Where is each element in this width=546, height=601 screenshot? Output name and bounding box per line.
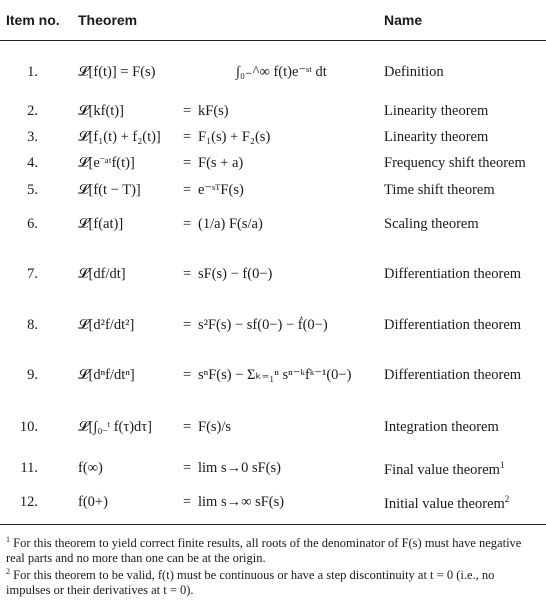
row-name-text: Initial value theorem	[384, 495, 505, 512]
row-number: 1.	[27, 64, 38, 80]
row-name: Scaling theorem	[384, 216, 479, 232]
row-number: 7.	[27, 266, 38, 282]
table-header	[0, 12, 546, 32]
row-lhs: 𝓛[∫₀₋ᵗ f(τ)dτ]	[78, 419, 152, 435]
row-lhs: 𝓛[f₁(t) + f₂(t)]	[78, 129, 161, 145]
row-lhs: 𝓛[kf(t)]	[78, 103, 124, 119]
footnote-ref: 1	[499, 460, 505, 470]
row-number: 2.	[27, 103, 38, 119]
row-name: Time shift theorem	[384, 182, 495, 198]
row-lhs: 𝓛[f(t)] = F(s)	[78, 64, 156, 80]
row-lhs: 𝓛[e⁻ᵃᵗf(t)]	[78, 155, 135, 171]
row-lhs: f(∞)	[78, 460, 103, 476]
row-equals: =	[183, 129, 192, 145]
row-name-text: Final value theorem	[384, 461, 500, 478]
row-rhs: F₁(s) + F₂(s)	[198, 129, 271, 145]
row-name: Differentiation theorem	[384, 317, 522, 333]
row-rhs: lim s→∞ sF(s)	[198, 494, 285, 510]
row-name: Linearity theorem	[384, 103, 489, 119]
row-lhs: 𝓛[df/dt]	[78, 266, 126, 282]
header-theorem: Theorem	[78, 12, 138, 28]
row-rhs: (1/a) F(s/a)	[198, 216, 263, 232]
row-equals: =	[183, 419, 192, 435]
header-name: Name	[384, 12, 423, 28]
row-number: 4.	[27, 155, 38, 171]
row-lhs: 𝓛[f(at)]	[78, 216, 124, 232]
row-name: Differentiation theorem	[384, 367, 522, 383]
footnote-2	[6, 564, 540, 598]
footnote-ref: 2	[504, 494, 510, 504]
footer-rule	[0, 524, 546, 525]
row-lhs: 𝓛[d²f/dt²]	[78, 317, 135, 333]
row-name	[384, 460, 504, 479]
row-lhs: 𝓛[f(t − T)]	[78, 182, 141, 198]
row-equals: =	[183, 266, 192, 282]
row-number: 11.	[20, 460, 38, 476]
row-rhs: lim s→0 sF(s)	[198, 460, 281, 476]
row-rhs: kF(s)	[198, 103, 229, 119]
row-name: Integration theorem	[384, 419, 499, 435]
row-equals: =	[183, 494, 192, 510]
row-name: Differentiation theorem	[384, 266, 522, 282]
row-number: 6.	[27, 216, 38, 232]
row-rhs: sⁿF(s) − Σₖ₌₁ⁿ sⁿ⁻ᵏfᵏ⁻¹(0−)	[198, 367, 352, 383]
row-number: 5.	[27, 182, 38, 198]
footnote-text: For this theorem to be valid, f(t) must be continuous or have a step discontinuity at t = 0 (i.e., no impulses or their derivatives at t = 0).	[6, 568, 495, 598]
row-equals: =	[183, 460, 192, 476]
row-equals: =	[183, 367, 192, 383]
footnote-mark: 2	[6, 567, 10, 576]
row-rhs: F(s)/s	[198, 419, 232, 435]
row-name: Frequency shift theorem	[384, 155, 526, 171]
row-rhs: F(s + a)	[198, 155, 244, 171]
row-lhs: 𝓛[dⁿf/dtⁿ]	[78, 367, 135, 383]
row-lhs: f(0+)	[78, 494, 108, 510]
row-number: 8.	[27, 317, 38, 333]
row-number: 10.	[19, 419, 38, 435]
footnote-1	[6, 532, 540, 566]
footnote-text: For this theorem to yield correct finite results, all roots of the denominator of F(s) must have negative real parts and no more than one can be at the origin.	[6, 536, 522, 566]
row-equals: =	[183, 103, 192, 119]
row-rhs: s²F(s) − sf(0−) − ḟ(0−)	[198, 317, 328, 333]
row-number: 3.	[27, 129, 38, 145]
row-rhs: e⁻ˢᵀF(s)	[198, 182, 244, 198]
row-equals: =	[183, 317, 192, 333]
header-rule	[0, 40, 546, 41]
footnote-mark: 1	[6, 535, 10, 544]
row-equals: =	[183, 182, 192, 198]
row-equals: =	[183, 155, 192, 171]
row-number: 9.	[27, 367, 38, 383]
row-number: 12.	[19, 494, 38, 510]
row-name: Linearity theorem	[384, 129, 489, 145]
row-name: Definition	[384, 64, 444, 80]
row-equals: =	[183, 216, 192, 232]
row-rhs: sF(s) − f(0−)	[198, 266, 273, 282]
row-name	[384, 494, 509, 513]
row-rhs: ∫₀₋^∞ f(t)e⁻ˢᵗ dt	[236, 64, 327, 80]
header-item-no: Item no.	[6, 12, 60, 28]
